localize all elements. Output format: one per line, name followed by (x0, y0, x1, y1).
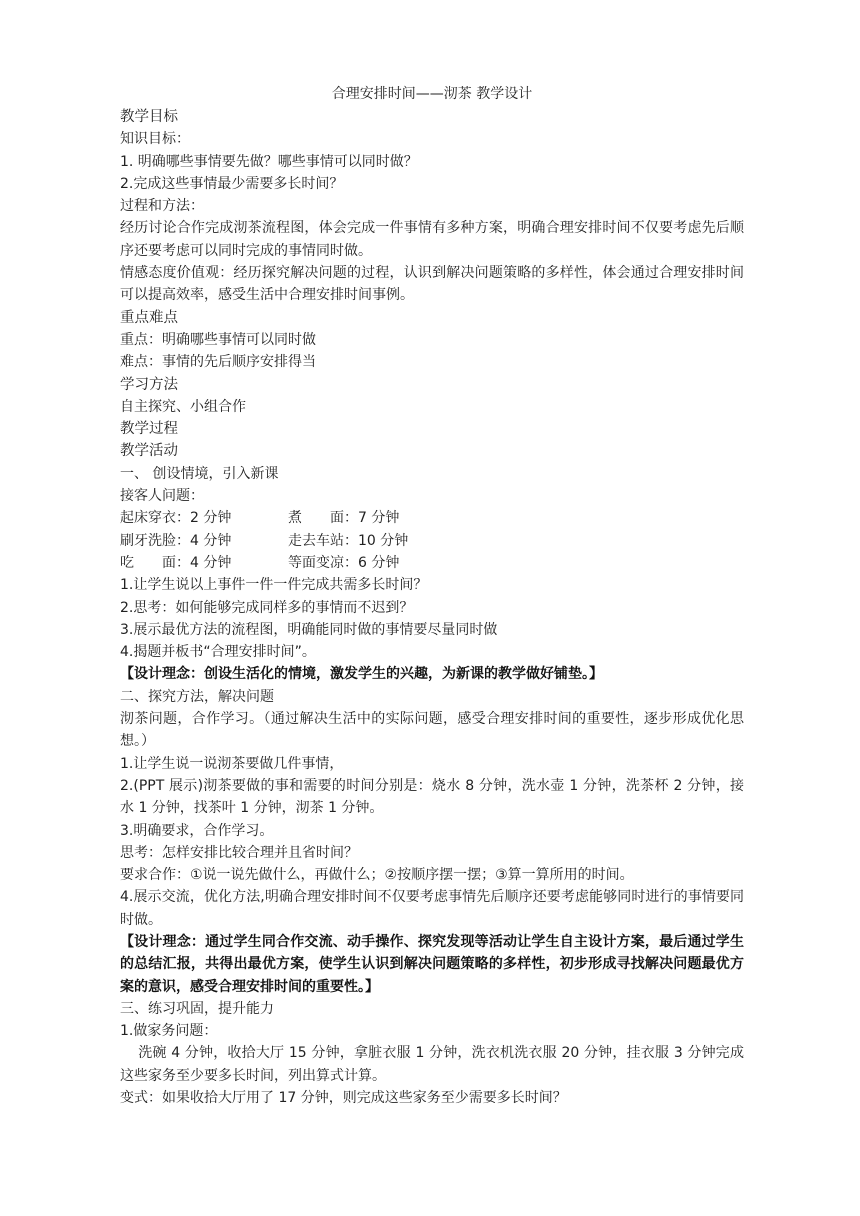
heading-teaching-goals: 教学目标 (120, 109, 178, 125)
section-1-step: 1.让学生说以上事件一件一件完成共需多长时间？ (120, 577, 428, 594)
heading-teaching-process: 教学过程 (120, 421, 178, 438)
section-1-step: 4.揭题并板书“合理安排时间”。 (120, 644, 316, 661)
process-method-text: 经历讨论合作完成沏茶流程图，体会完成一件事情有多种方案，明确合理安排时间不仅要考虑先后顺序还要考虑可以同时完成的事情同时做。 (120, 220, 744, 259)
attitude-values-text: 情感态度价值观：经历探究解决问题的过程，认识到解决问题策略的多样性，体会通过合理安排时间可以提高效率，感受生活中合理安排时间事例。 (120, 265, 744, 304)
section-3-step: 1.做家务问题： (120, 1023, 218, 1040)
schedule-row (120, 507, 744, 529)
schedule-cell: 起床穿衣：2 分钟 (120, 510, 232, 527)
schedule-row (120, 530, 744, 552)
schedule-cell: 吃 面：4 分钟 (120, 554, 232, 571)
housework-problem-body: 洗碗 4 分钟，收拾大厅 15 分钟，拿脏衣服 1 分钟，洗衣机洗衣服 20 分钟，挂衣服 3 分钟完成这些家务至少要多长时间，列出算式计算。 (120, 1045, 744, 1084)
housework-problem-text (120, 1042, 744, 1087)
learning-method-text: 自主探究、小组合作 (120, 398, 246, 415)
key-point: 重点：明确哪些事情可以同时做 (120, 331, 316, 348)
process-method-label: 过程和方法： (120, 198, 204, 215)
section-2-step: 3.明确要求，合作学习。 (120, 822, 274, 839)
section-1-step: 3.展示最优方法的流程图，明确能同时做的事情要尽量同时做 (120, 621, 498, 638)
section-2-step: 4.展示交流，优化方法,明确合理安排时间不仅要考虑事情先后顺序还要考虑能够同时进行的事情要同时做。 (120, 889, 744, 928)
heading-teaching-activities: 教学活动 (120, 443, 178, 460)
schedule-table (120, 507, 744, 574)
design-concept-1: 【设计理念：创设生活化的情境，激发学生的兴趣，为新课的教学做好铺垫。】 (120, 666, 603, 683)
guest-problem-label: 接客人问题： (120, 488, 204, 505)
document-page (120, 84, 744, 1109)
knowledge-goal-2: 2.完成这些事情最少需要多长时间？ (120, 175, 344, 192)
section-2-title: 二、探究方法，解决问题 (120, 688, 274, 705)
section-2-intro: 沏茶问题，合作学习。（通过解决生活中的实际问题，感受合理安排时间的重要性，逐步形成优化思想。） (120, 711, 744, 750)
document-title: 合理安排时间——沏茶 教学设计 (331, 86, 533, 102)
design-concept-2: 【设计理念：通过学生同合作交流、动手操作、探究发现等活动让学生自主设计方案，最后通过学生的总结汇报，共得出最优方案，使学生认识到解决问题策略的多样性，初步形成寻找解决问题最优方案的意识，感受合理安排时间的重要性。】 (120, 933, 744, 995)
heading-key-points: 重点难点 (120, 309, 178, 326)
section-1-title: 一、 创设情境，引入新课 (120, 465, 279, 482)
knowledge-goals-label: 知识目标： (120, 131, 190, 148)
section-1-step: 2.思考：如何能够完成同样多的事情而不迟到？ (120, 599, 414, 616)
schedule-cell: 走去车站：10 分钟 (288, 532, 409, 549)
section-3-title: 三、练习巩固，提升能力 (120, 1000, 274, 1017)
schedule-row (120, 552, 744, 574)
section-2-step: 1.让学生说一说沏茶要做几件事情， (120, 755, 344, 772)
variant-question: 变式：如果收拾大厅用了 17 分钟，则完成这些家务至少需要多长时间？ (120, 1090, 567, 1107)
section-2-step: 2.(PPT 展示)沏茶要做的事和需要的时间分别是：烧水 8 分钟，洗水壶 1 分钟，洗茶杯 2 分钟，接水 1 分钟，找茶叶 1 分钟，沏茶 1 分钟。 (120, 777, 744, 817)
schedule-cell: 等面变凉：6 分钟 (288, 554, 400, 571)
difficult-point: 难点：事情的先后顺序安排得当 (120, 354, 316, 371)
heading-learning-method: 学习方法 (120, 376, 178, 393)
schedule-cell: 煮 面：7 分钟 (288, 510, 400, 527)
schedule-cell: 刷牙洗脸：4 分钟 (120, 532, 232, 549)
knowledge-goal-1: 1. 明确哪些事情要先做？哪些事情可以同时做？ (120, 153, 418, 170)
section-2-step: 要求合作：①说一说先做什么，再做什么；②按顺序摆一摆；③算一算所用的时间。 (120, 867, 634, 884)
section-2-step: 思考：怎样安排比较合理并且省时间？ (120, 844, 358, 861)
